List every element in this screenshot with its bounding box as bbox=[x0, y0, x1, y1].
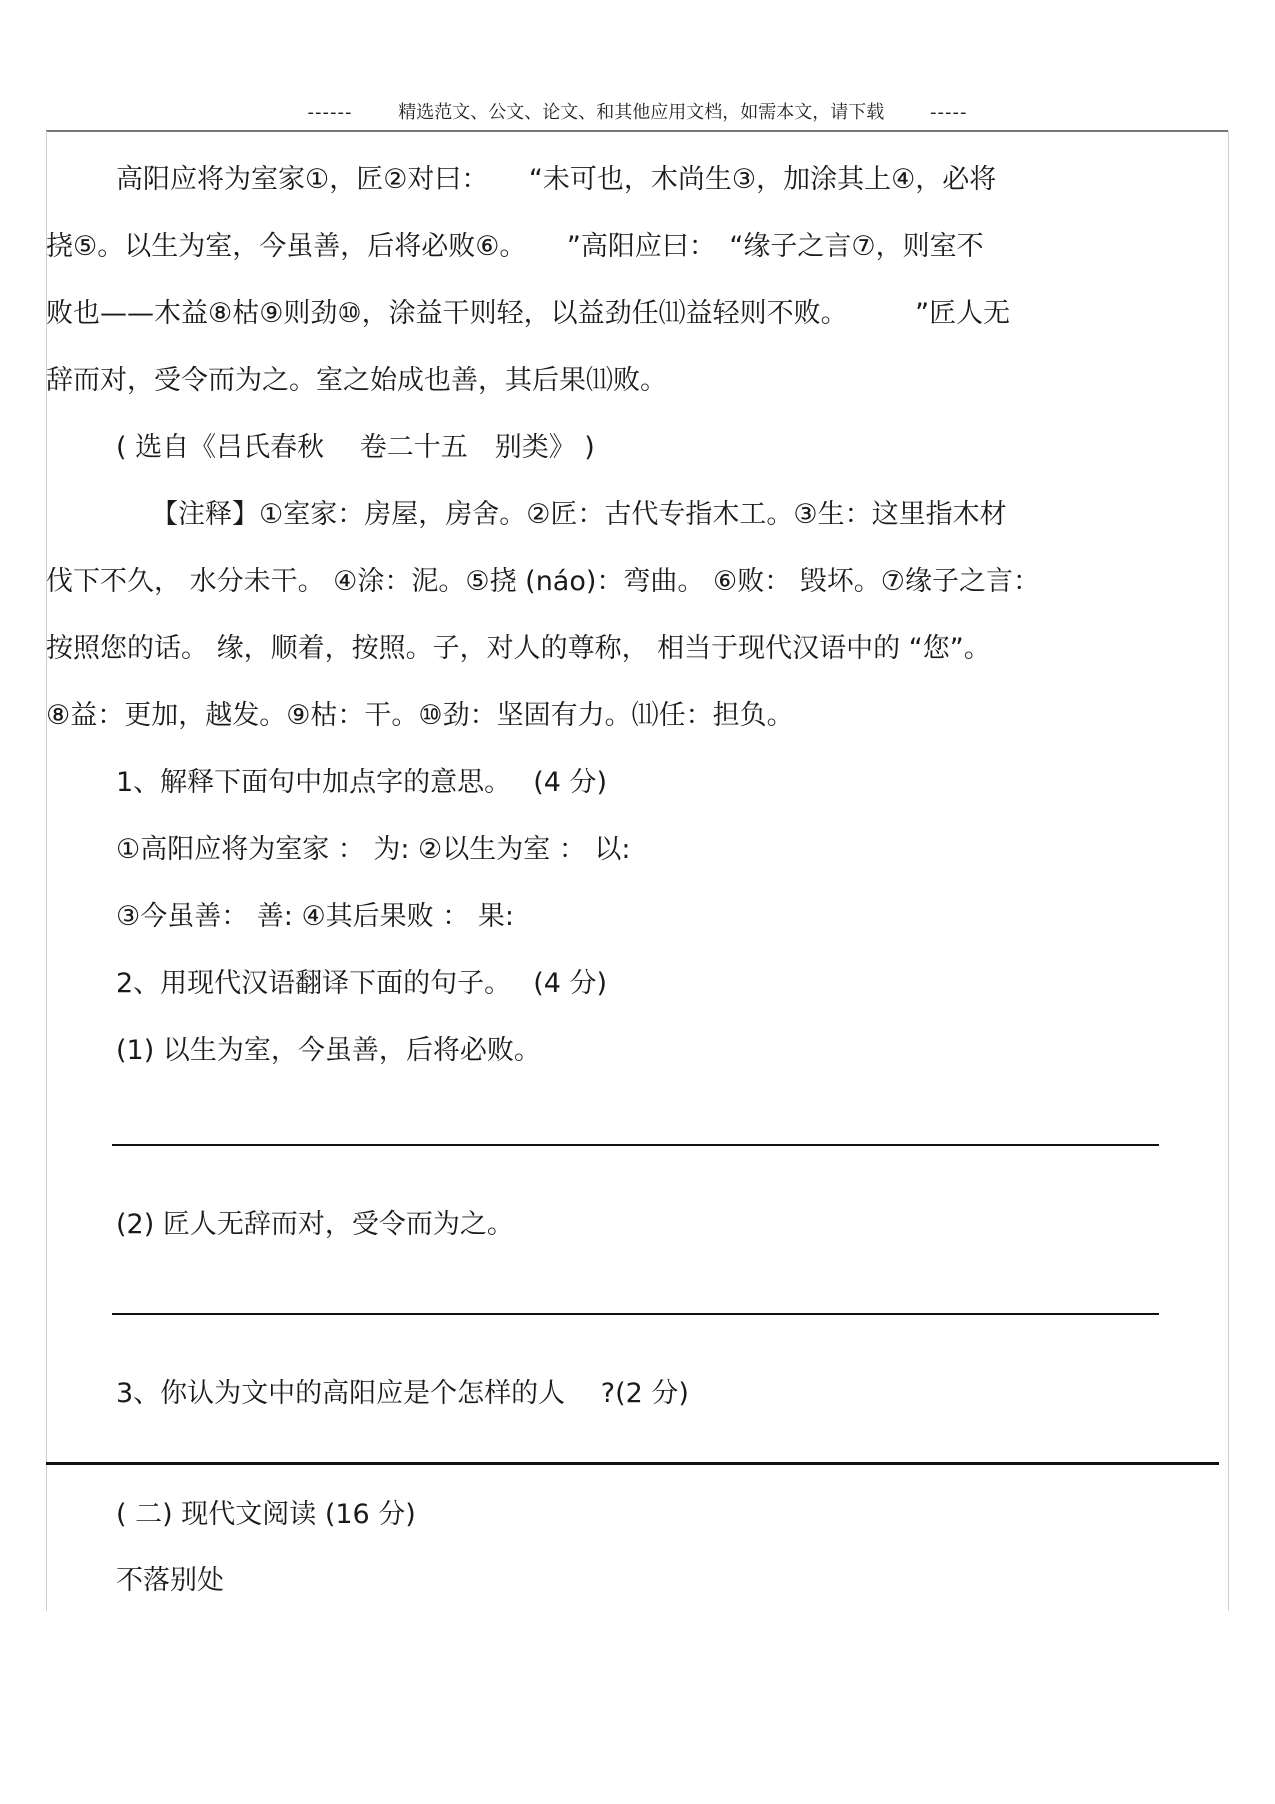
section-divider bbox=[46, 1462, 1219, 1465]
question-2-title: 2、用现代汉语翻译下面的句子。 (4 分) bbox=[116, 968, 608, 999]
question-1 bbox=[46, 749, 1226, 950]
document-body bbox=[46, 146, 1226, 1427]
passage-line-4: 辞而对，受令而为之。室之始成也善，其后果⑾败。 bbox=[46, 365, 667, 396]
answer-line-2[interactable] bbox=[112, 1313, 1159, 1315]
note-line-1: 【注释】①室家：房屋，房舍。②匠：古代专指木工。③生：这里指木材 bbox=[151, 499, 1007, 530]
question-2-sentence-1: (1) 以生为室，今虽善，后将必败。 bbox=[116, 1035, 541, 1066]
note-line-3: 按照您的话。 缘，顺着，按照。子，对人的尊称， 相当于现代汉语中的 “您”。 bbox=[46, 633, 991, 664]
header-right-dashes: ----- bbox=[929, 102, 968, 123]
answer-line-1[interactable] bbox=[112, 1144, 1159, 1146]
passage-line-2: 挠⑤。以生为室，今虽善，后将必败⑥。 ”高阳应曰： “缘子之言⑦，则室不 bbox=[46, 231, 984, 262]
note-line-2: 伐下不久， 水分未干。 ④涂：泥。⑤挠 (náo)：弯曲。 ⑥败： 毁坏。⑦缘子之言： bbox=[46, 566, 1040, 597]
note-line-4: ⑧益：更加，越发。⑨枯：干。⑩劲：坚固有力。⑾任：担负。 bbox=[46, 700, 794, 731]
header-left-dashes: ------ bbox=[307, 102, 353, 123]
question-2 bbox=[46, 950, 1226, 1315]
section-2-title: ( 二) 现代文阅读 (16 分) bbox=[116, 1499, 416, 1530]
classical-passage bbox=[46, 146, 1226, 414]
article-title: 不落别处 bbox=[116, 1565, 224, 1596]
question-1-items-a: ①高阳应将为室家 ： 为: ②以生为室 ： 以: bbox=[116, 834, 631, 865]
passage-source: ( 选自《吕氏春秋 卷二十五 别类》 ) bbox=[116, 432, 595, 463]
question-1-title: 1、解释下面句中加点字的意思。 (4 分) bbox=[116, 767, 608, 798]
header-rule bbox=[46, 130, 1228, 132]
question-3-title: 3、你认为文中的高阳应是个怎样的人 ?(2 分) bbox=[116, 1378, 689, 1409]
question-1-items-b: ③今虽善： 善: ④其后果败 ： 果: bbox=[116, 901, 514, 932]
passage-line-3: 败也——木益⑧枯⑨则劲⑩，涂益干则轻，以益劲任⑾益轻则不败。 ”匠人无 bbox=[46, 298, 1011, 329]
page-header bbox=[0, 98, 1275, 124]
passage-line-1: 高阳应将为室家①，匠②对曰： “未可也，木尚生③，加涂其上④，必将 bbox=[116, 164, 997, 195]
annotations bbox=[46, 481, 1226, 749]
header-text: 精选范文、公文、论文、和其他应用文档，如需本文，请下载 bbox=[398, 102, 885, 123]
frame-right-border bbox=[1228, 131, 1229, 1611]
question-3 bbox=[46, 1360, 1226, 1427]
question-2-sentence-2: (2) 匠人无辞而对，受令而为之。 bbox=[116, 1209, 514, 1240]
